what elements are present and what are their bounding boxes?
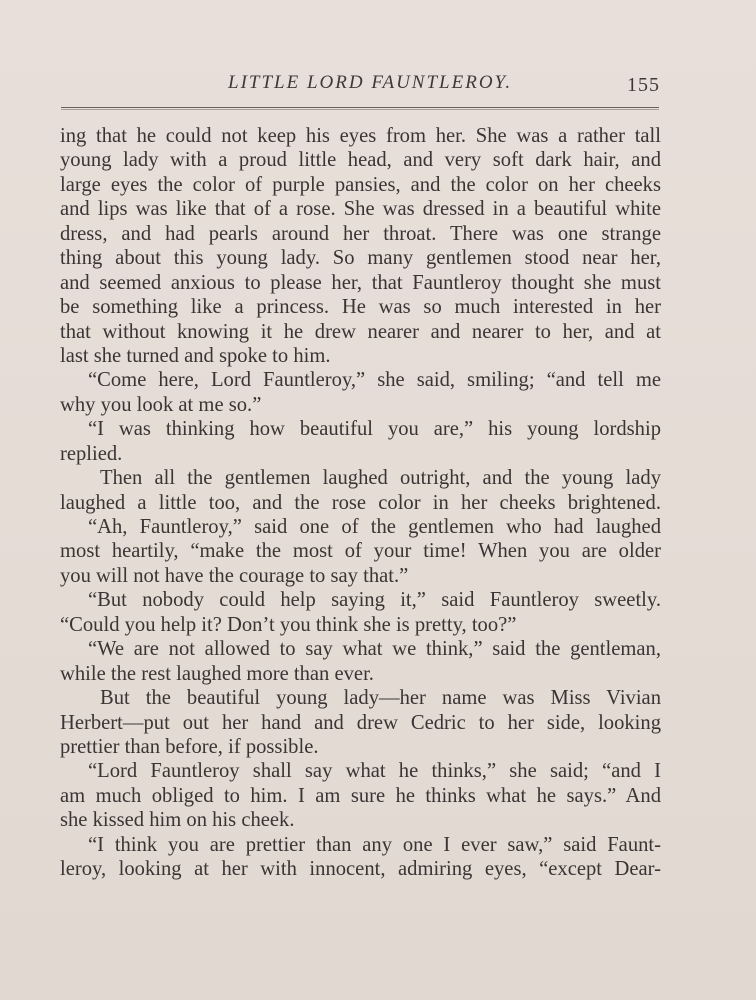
text-line: replied.	[60, 442, 123, 465]
text-line: large eyes the color of purple pansies, and the color on her cheeks	[60, 173, 661, 196]
running-head	[60, 70, 660, 104]
text-line: But the beautiful young lady—her name was Miss Vivian	[100, 687, 661, 710]
text-line: ing that he could not keep his eyes from her. She was a rather tall	[60, 125, 661, 147]
text-line: you will not have the courage to say that.”	[60, 564, 409, 587]
text-line: last she turned and spoke to him.	[60, 344, 331, 367]
body-text	[60, 124, 661, 882]
text-line: young lady with a proud little head, and very soft dark hair, and	[60, 149, 661, 172]
text-line: “We are not allowed to say what we think,” said the gentleman,	[88, 638, 661, 661]
page-number: 155	[627, 74, 660, 96]
text-line: am much obliged to him. I am sure he thinks what he says.” And	[60, 784, 661, 807]
text-line: why you look at me so.”	[60, 393, 262, 416]
text-line: “Could you help it? Don’t you think she is pretty, too?”	[60, 613, 517, 636]
text-line: she kissed him on his cheek.	[60, 809, 295, 832]
text-line: be something like a princess. He was so much interested in her	[60, 296, 661, 319]
text-line: Then all the gentlemen laughed outright, and the young lady	[100, 467, 661, 490]
text-line: leroy, looking at her with innocent, admiring eyes, “except Dear-	[60, 858, 661, 881]
header-rule	[61, 107, 659, 108]
text-line: and lips was like that of a rose. She was dressed in a beautiful white	[60, 198, 661, 221]
text-line: “I think you are prettier than any one I ever saw,” said Faunt-	[88, 833, 661, 856]
text-line: thing about this young lady. So many gentlemen stood near her,	[60, 247, 661, 270]
text-line: “Come here, Lord Fauntleroy,” she said, smiling; “and tell me	[88, 369, 661, 392]
text-line: “Ah, Fauntleroy,” said one of the gentlemen who had laughed	[88, 516, 661, 538]
text-line: “I was thinking how beautiful you are,” his young lordship	[88, 418, 661, 441]
text-line: prettier than before, if possible.	[60, 735, 319, 758]
text-line: and seemed anxious to please her, that Fauntleroy thought she must	[60, 271, 661, 294]
text-line: that without knowing it he drew nearer and nearer to her, and at	[60, 320, 661, 343]
running-head-title: LITTLE LORD FAUNTLEROY.	[228, 72, 513, 93]
text-line: Herbert—put out her hand and drew Cedric to her side, looking	[60, 711, 661, 734]
text-line: dress, and had pearls around her throat. There was one strange	[60, 222, 661, 245]
text-line: “But nobody could help saying it,” said Fauntleroy sweetly.	[88, 589, 661, 612]
text-line: “Lord Fauntleroy shall say what he thinks,” she said; “and I	[88, 760, 661, 783]
text-line: while the rest laughed more than ever.	[60, 662, 374, 685]
text-line: most heartily, “make the most of your time! When you are older	[60, 540, 661, 563]
text-line: laughed a little too, and the rose color in her cheeks brightened.	[60, 491, 661, 514]
